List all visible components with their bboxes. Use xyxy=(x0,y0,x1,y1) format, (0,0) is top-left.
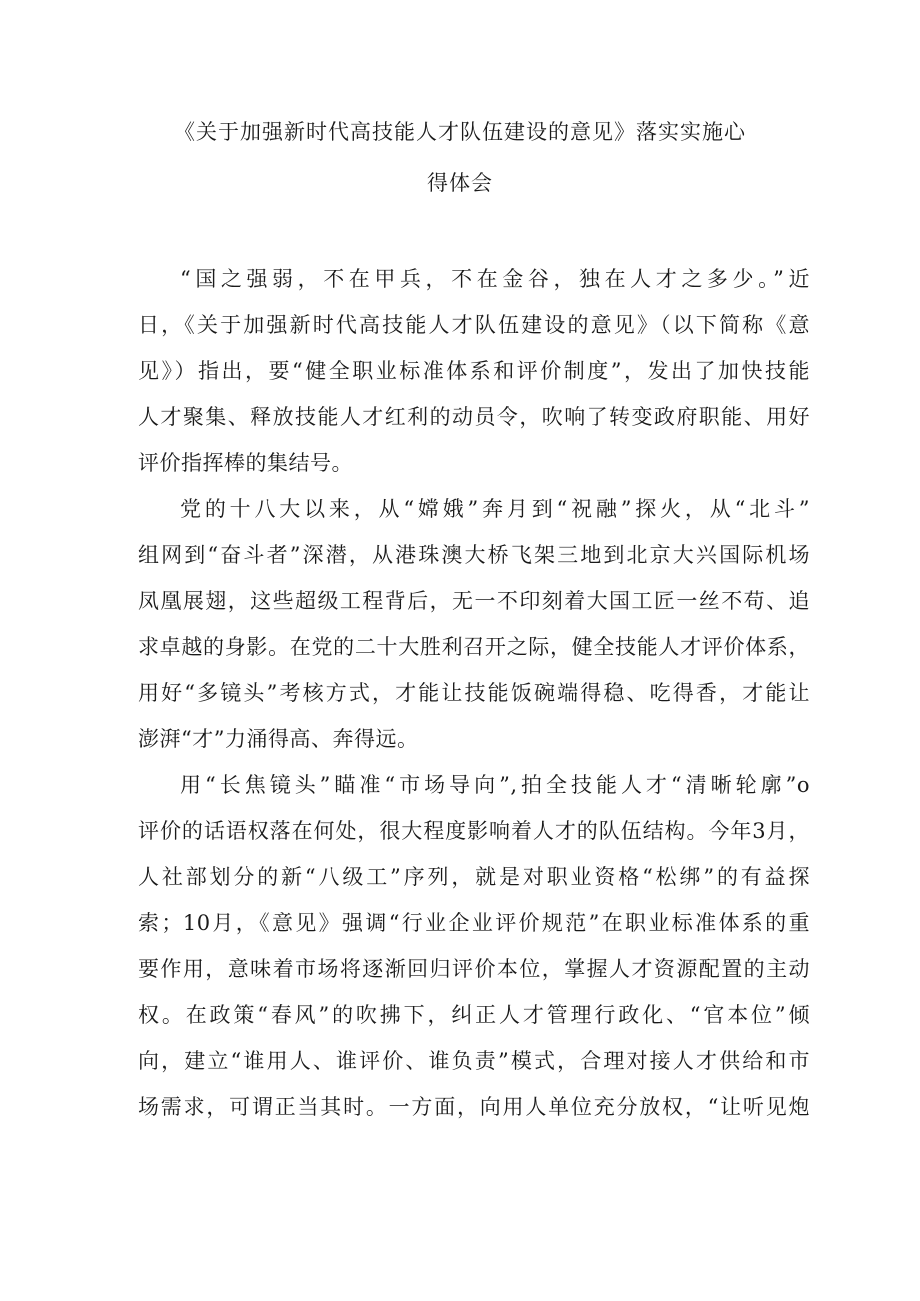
paragraph-line: 人社部划分的新“八级工”序列，就是对职业资格“松绑”的有益探 xyxy=(138,865,810,889)
paragraph-line: 人才聚集、释放技能人才红利的动员令，吹响了转变政府职能、用好 xyxy=(138,405,810,429)
paragraph-line: 求卓越的身影。在党的二十大胜利召开之际，健全技能人才评价体系， xyxy=(138,635,810,659)
paragraph-line: 评价指挥棒的集结号。 xyxy=(138,451,353,475)
document-body xyxy=(138,256,810,1130)
paragraph-line: 向，建立“谁用人、谁评价、谁负责”模式，合理对接人才供给和市 xyxy=(138,1049,810,1073)
paragraph-line: 组网到“奋斗者”深潜，从港珠澳大桥飞架三地到北京大兴国际机场 xyxy=(138,543,810,567)
paragraph-line: 索；10月，《意见》强调“行业企业评价规范”在职业标准体系的重 xyxy=(138,911,810,935)
document-title-line-2: 得体会 xyxy=(427,171,493,195)
paragraph-line: 见》）指出，要“健全职业标准体系和评价制度”，发出了加快技能 xyxy=(138,359,810,383)
document-title-line-1: 《关于加强新时代高技能人才队伍建设的意见》落实实施心 xyxy=(174,120,746,144)
paragraph-line: 凤凰展翅，这些超级工程背后，无一不印刻着大国工匠一丝不苟、追 xyxy=(138,589,810,613)
paragraph-line: 评价的话语权落在何处，很大程度影响着人才的队伍结构。今年3月， xyxy=(138,819,810,843)
paragraph-line: 党的十八大以来，从“嫦娥”奔月到“祝融”探火，从“北斗” xyxy=(180,497,810,521)
paragraph-2 xyxy=(138,486,810,762)
paragraph-line: “国之强弱，不在甲兵，不在金谷，独在人才之多少。”近 xyxy=(180,267,810,291)
paragraph-line: 澎湃“才”力涌得高、奔得远。 xyxy=(138,727,419,751)
paragraph-line: 用“长焦镜头”瞄准“市场导向”,拍全技能人才“清晰轮廓”o xyxy=(180,773,810,797)
paragraph-line: 场需求，可谓正当其时。一方面，向用人单位充分放权，“让听见炮 xyxy=(138,1095,810,1119)
paragraph-1 xyxy=(138,256,810,486)
paragraph-line: 用好“多镜头”考核方式，才能让技能饭碗端得稳、吃得香，才能让 xyxy=(138,681,810,705)
paragraph-line: 要作用，意味着市场将逐渐回归评价本位，掌握人才资源配置的主动 xyxy=(138,957,810,981)
paragraph-line: 日，《关于加强新时代高技能人才队伍建设的意见》（以下简称《意 xyxy=(138,313,810,337)
paragraph-line: 权。在政策“春风”的吹拂下，纠正人才管理行政化、“官本位”倾 xyxy=(138,1003,810,1027)
paragraph-3 xyxy=(138,762,810,1130)
